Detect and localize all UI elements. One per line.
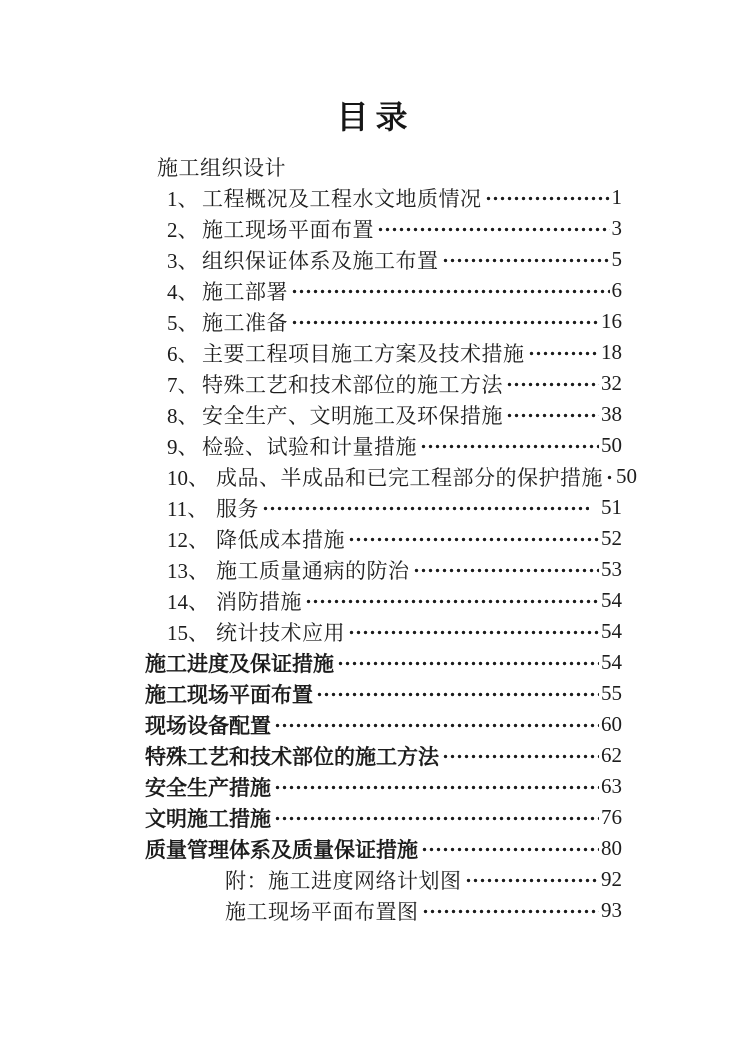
toc-section-entry	[145, 678, 622, 709]
toc-entry-number: 9、	[167, 434, 199, 459]
toc-entry-page: 51	[590, 495, 622, 519]
dot-leader	[291, 275, 610, 306]
toc-entry-page: 6	[611, 278, 622, 302]
toc-entry-page: 53	[601, 557, 622, 581]
toc-entry-number: 15、	[167, 620, 209, 645]
toc-entry-title: 工程概况及工程水文地质情况	[202, 186, 482, 211]
toc-entry-number: 1、	[167, 186, 199, 211]
toc-entry-number: 6、	[167, 341, 199, 366]
toc-entry	[145, 368, 622, 399]
toc-section-entry	[145, 709, 622, 740]
dot-leader	[442, 740, 599, 771]
toc-entry	[145, 554, 622, 585]
toc-entry-page: 54	[601, 588, 622, 612]
toc-entry-page: 50	[601, 433, 622, 457]
toc-section-entry	[145, 740, 622, 771]
toc-entry	[145, 244, 622, 275]
toc-entry-title: 检验、试验和计量措施	[202, 434, 417, 459]
toc-entry	[145, 492, 622, 523]
dot-leader	[465, 864, 600, 895]
toc-entry-page: 3	[611, 216, 622, 240]
toc-entry-number: 2、	[167, 217, 199, 242]
dot-leader	[413, 554, 600, 585]
toc-entry-number: 13、	[167, 558, 209, 583]
toc-entry-title: 降低成本措施	[216, 527, 345, 552]
toc-section-title: 质量管理体系及质量保证措施	[145, 838, 418, 862]
toc-entry-page: 16	[601, 309, 622, 333]
toc-section-page: 80	[601, 836, 622, 860]
toc-entry-title: 施工现场平面布置	[202, 217, 374, 242]
toc-appendix-title: 施工现场平面布置图	[225, 899, 419, 924]
toc-entry-page: 5	[611, 247, 622, 271]
table-of-contents	[145, 151, 637, 926]
dot-leader	[420, 430, 599, 461]
toc-entry-number: 12、	[167, 527, 209, 552]
dot-leader	[305, 585, 599, 616]
dot-leader	[274, 802, 599, 833]
dot-leader	[606, 461, 614, 492]
toc-entry	[145, 337, 622, 368]
toc-entry	[145, 523, 622, 554]
toc-appendix-title: 附：施工进度网络计划图	[225, 868, 462, 893]
toc-section-page: 76	[601, 805, 622, 829]
toc-entry	[145, 306, 622, 337]
toc-section-entry	[145, 802, 622, 833]
toc-section-title: 施工进度及保证措施	[145, 652, 334, 676]
toc-section-page: 62	[601, 743, 622, 767]
dot-leader	[422, 895, 600, 926]
toc-section-page: 60	[601, 712, 622, 736]
toc-section-page: 63	[601, 774, 622, 798]
toc-entry-title: 统计技术应用	[216, 620, 345, 645]
dot-leader	[377, 213, 610, 244]
toc-entry-number: 8、	[167, 403, 199, 428]
toc-section-title: 施工现场平面布置	[145, 683, 313, 707]
toc-entry	[145, 616, 622, 647]
toc-entry-page: 50	[616, 464, 637, 488]
toc-entry	[145, 430, 622, 461]
dot-leader	[348, 523, 599, 554]
toc-entry-title: 安全生产、文明施工及环保措施	[202, 403, 503, 428]
toc-appendix-page: 93	[601, 898, 622, 922]
toc-appendix-entry	[145, 895, 622, 926]
dot-leader	[485, 182, 610, 213]
toc-entry-number: 3、	[167, 248, 199, 273]
toc-entry-page: 1	[611, 185, 622, 209]
dot-leader	[506, 368, 599, 399]
dot-leader	[348, 616, 599, 647]
toc-heading	[145, 151, 622, 182]
dot-leader	[274, 771, 599, 802]
toc-section-entry	[145, 771, 622, 802]
toc-entry-number: 4、	[167, 279, 199, 304]
toc-entry-title: 成品、半成品和已完工程部分的保护措施	[216, 465, 603, 490]
toc-entry-number: 11、	[167, 496, 209, 521]
toc-entry-page: 32	[601, 371, 622, 395]
dot-leader	[506, 399, 599, 430]
toc-entry-number: 5、	[167, 310, 199, 335]
dot-leader	[291, 306, 599, 337]
page-title: 目录	[336, 99, 415, 135]
dot-leader	[262, 492, 589, 523]
toc-section-entry	[145, 647, 622, 678]
toc-entry-title: 消防措施	[216, 589, 302, 614]
toc-entry-title: 主要工程项目施工方案及技术措施	[202, 341, 525, 366]
toc-entry-page: 52	[601, 526, 622, 550]
toc-appendix-entry	[145, 864, 622, 895]
toc-entry-title: 施工质量通病的防治	[216, 558, 410, 583]
toc-entry-page: 54	[601, 619, 622, 643]
toc-section-title: 现场设备配置	[145, 714, 271, 738]
toc-entry	[145, 399, 622, 430]
dot-leader	[528, 337, 600, 368]
toc-entry-page: 38	[601, 402, 622, 426]
toc-entry-title: 组织保证体系及施工布置	[202, 248, 439, 273]
toc-section-page: 55	[601, 681, 622, 705]
toc-entry-number: 7、	[167, 372, 199, 397]
toc-entry-number: 14、	[167, 589, 209, 614]
toc-section-title: 特殊工艺和技术部位的施工方法	[145, 745, 439, 769]
toc-entry-title: 特殊工艺和技术部位的施工方法	[202, 372, 503, 397]
toc-appendix-page: 92	[601, 867, 622, 891]
toc-heading-label: 施工组织设计	[157, 155, 286, 180]
toc-entry	[145, 275, 622, 306]
toc-entry-title: 施工准备	[202, 310, 288, 335]
dot-leader	[421, 833, 599, 864]
toc-entry	[145, 461, 637, 492]
toc-entry-title: 服务	[216, 496, 259, 521]
toc-entry-page: 18	[601, 340, 622, 364]
dot-leader	[442, 244, 610, 275]
dot-leader	[274, 709, 599, 740]
dot-leader	[337, 647, 599, 678]
toc-section-page: 54	[601, 650, 622, 674]
toc-entry	[145, 585, 622, 616]
toc-entry-title: 施工部署	[202, 279, 288, 304]
dot-leader	[316, 678, 599, 709]
toc-section-entry	[145, 833, 622, 864]
toc-entry-number: 10、	[167, 465, 209, 490]
toc-entry	[145, 213, 622, 244]
toc-section-title: 文明施工措施	[145, 807, 271, 831]
toc-entry	[145, 182, 622, 213]
toc-section-title: 安全生产措施	[145, 776, 271, 800]
